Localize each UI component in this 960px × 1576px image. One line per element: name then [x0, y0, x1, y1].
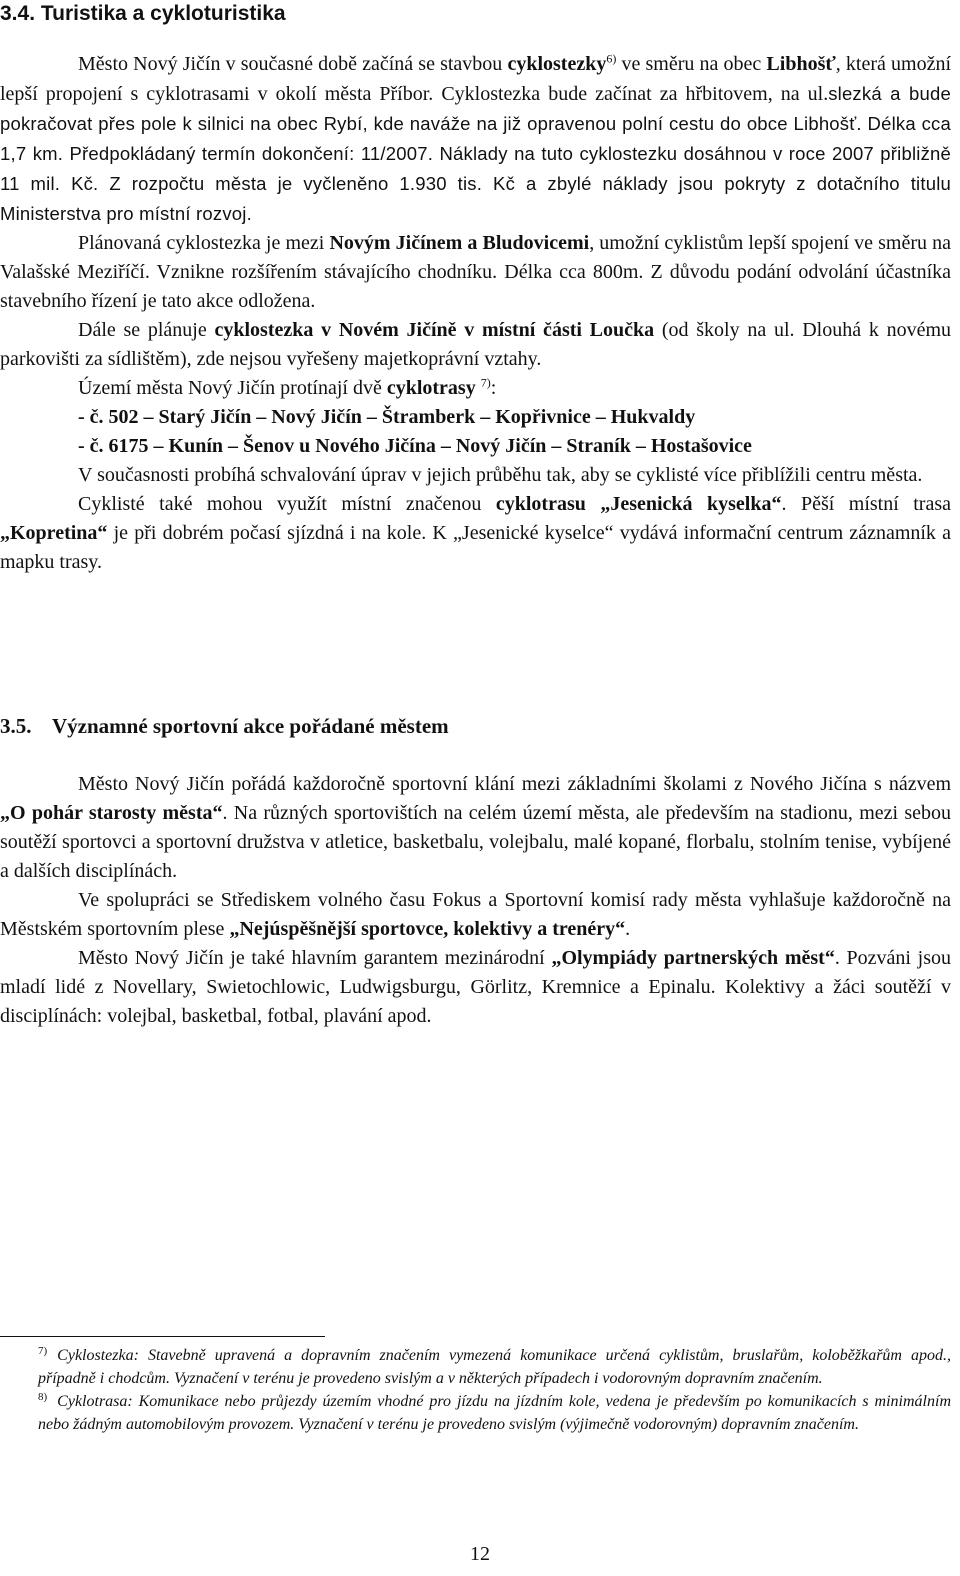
section-number: 3.5. — [0, 714, 32, 738]
text-run: . Pozváni jsou mladí lidé z Novellary, Swietochlowic, Ludwigsburgu, Görlitz, Kremnice a Epinalu. Kolektivy a žáci soutěží v disciplínách: volejbal, basketbal, fotbal, plavání apod. — [0, 947, 951, 1027]
bold-term: cyklotrasu „Jesenická kyselka“ — [495, 493, 782, 515]
route-502: - č. 502 – Starý Jičín – Nový Jičín – Štramberk – Kopřivnice – Hukvaldy — [78, 406, 696, 428]
paragraph-pohar-starosty — [0, 770, 951, 886]
text-run: Území města Nový Jičín protínají dvě — [78, 377, 387, 399]
footnote-8 — [38, 1390, 951, 1436]
text-run: (od školy na ul. Dlouhá k novému parkovišti za sídlištěm), zde nejsou vyřešeny majetkoprávní vztahy. — [0, 319, 952, 370]
bold-term: „Kopretina“ — [0, 522, 108, 544]
paragraph-jesenicka-kyselka — [0, 490, 951, 577]
section-3-4-body — [0, 50, 951, 577]
bold-term: „O pohár starosty města“ — [0, 802, 223, 824]
route-6175: - č. 6175 – Kunín – Šenov u Nového Jičína – Nový Jičín – Straník – Hostašovice — [78, 435, 752, 457]
footnote-text: Cyklotrasa: Komunikace nebo průjezdy územím vhodné pro jízdu na jízdním kole, vedena je především po komunikacích s minimálním nebo žádným automobilovým provozem. Vyznačení v terénu je provedeno svislým (výjimečně vodorovným) dopravním značením. — [38, 1393, 951, 1433]
section-3-5-body — [0, 770, 951, 1031]
bold-term: Libhošť — [766, 53, 836, 75]
text-run: , která umožní lepší propojení s cyklotrasami v okolí města Příbor. Cyklostezka bude začínat za hřbitovem, na ul. — [0, 53, 952, 105]
text-run: . Pěší místní trasa — [781, 493, 951, 515]
section-heading-3-5 — [0, 712, 449, 740]
footnote-text: Cyklostezka: Stavebně upravená a dopravním značením vymezená komunikace určená cyklistům, bruslařům, koloběžkařům apod., případně i chodcům. Vyznačení v terénu je provedeno svislým a v některých případech i vodorovným dopravním značením. — [38, 1347, 951, 1387]
text-run: Město Nový Jičín je také hlavním garantem mezinárodní — [78, 947, 552, 969]
paragraph-loucka — [0, 316, 951, 374]
footnote-7 — [38, 1344, 951, 1390]
text-run: Plánovaná cyklostezka je mezi — [78, 232, 330, 254]
text-run: , umožní cyklistům lepší spojení ve směru na Valašské Meziříčí. Vznikne rozšířením stávajícího chodníku. Délka cca 800m. Z důvodu podání odvolání účastníka stavebního řízení je tato akce odložena. — [0, 232, 952, 312]
footnote-mark: 7) — [38, 1344, 48, 1357]
bold-term: cyklotrasy — [386, 377, 476, 399]
bold-term: „Nejúspěšnější sportovce, kolektivy a trenéry“ — [229, 918, 626, 940]
bold-term: cyklostezky — [507, 53, 607, 75]
paragraph-olympiada — [0, 944, 951, 1031]
text-run: Ve spolupráci se Střediskem volného času Fokus a Sportovní komisí rady města vyhlašuje každoročně na Městském sportovním plese — [0, 889, 951, 940]
text-run: Cyklisté také mohou využít místní značenou — [78, 493, 496, 515]
section-heading-3-4: 3.4. Turistika a cykloturistika — [0, 2, 286, 25]
paragraph-cyklostezka-libhost — [0, 50, 951, 229]
paragraph-sportovni-ples — [0, 886, 951, 944]
section-title: Významné sportovní akce pořádané městem — [52, 714, 449, 738]
bold-term: „Olympiády partnerských měst“ — [551, 947, 835, 969]
footnotes — [38, 1344, 951, 1436]
text-run: . Na různých sportovištích na celém území města, ale především na stadionu, mezi sebou soutěží sportovci a sportovní družstva v atletice, basketbalu, volejbalu, malé kopané, florbalu, stolním tenise, vybíjené a dalších disciplínách. — [0, 802, 951, 882]
bold-term: cyklostezka v Novém Jičíně v místní části Loučka — [214, 319, 655, 341]
text-run: Město Nový Jičín pořádá každoročně sportovní klání mezi základními školami z Nového Jičína s názvem — [78, 773, 951, 795]
footnote-ref: 7) — [480, 375, 491, 390]
text-run-sans: slezká a bude pokračovat přes pole k silnici na obec Rybí, kde naváže na již opravenou polní cestu do obce Libhošť. Délka cca 1,7 km. Předpokládaný termín dokončení: 11/2007. Náklady na tuto cyklostezku dosáhnou v roce 2007 přibližně 11 mil. Kč. Z rozpočtu města je vyčleněno 1.930 tis. Kč a zbylé náklady jsou pokryty z dotačního titulu Ministerstva pro místní rozvoj. — [0, 83, 951, 224]
text-run: Město Nový Jičín v současné době začíná se stavbou — [78, 53, 508, 75]
text-run: Dále se plánuje — [78, 319, 215, 341]
text-run: je při dobrém počasí sjízdná i na kole. K „Jesenické kyselce“ vydává informační centrum záznamník a mapku trasy. — [0, 522, 951, 573]
paragraph-schvalovani: V současnosti probíhá schvalování úprav v jejich průběhu tak, aby se cyklisté více přiblížili centru města. — [78, 464, 923, 486]
paragraph-cyklotrasy — [0, 374, 951, 403]
text-run: . — [625, 918, 631, 940]
footnote-mark: 8) — [38, 1390, 48, 1403]
footnote-separator — [0, 1336, 325, 1337]
text-run: ve směru na obec — [616, 53, 762, 75]
page-number: 12 — [470, 1543, 490, 1565]
text-run: : — [490, 377, 497, 399]
paragraph-bludovice — [0, 229, 951, 316]
bold-term: Novým Jičínem a Bludovicemi — [329, 232, 590, 254]
footnote-ref: 6) — [606, 51, 617, 66]
